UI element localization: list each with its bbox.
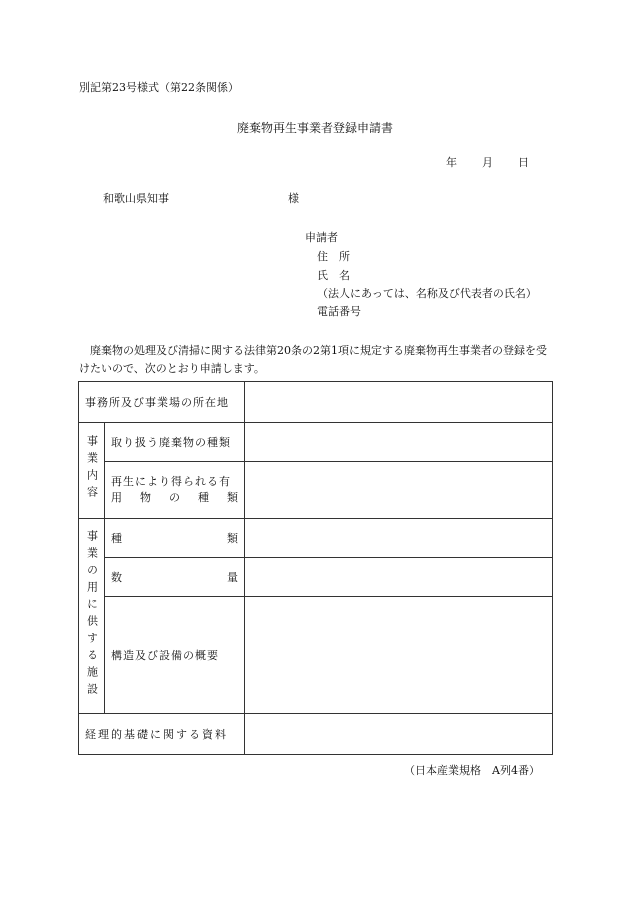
location-field[interactable] <box>245 382 553 423</box>
facility-quantity-field[interactable] <box>245 558 553 597</box>
facility-type-field[interactable] <box>245 519 553 558</box>
form-number: 別記第23号様式（第22条関係） <box>79 81 239 94</box>
applicant-label: 申請者 <box>305 231 338 244</box>
recycled-products-field[interactable] <box>245 462 553 519</box>
waste-types-label: 取り扱う廃棄物の種類 <box>105 423 245 462</box>
applicant-name-label: 氏 名 <box>317 269 350 282</box>
waste-types-field[interactable] <box>245 423 553 462</box>
date-day-label: 日 <box>518 156 529 169</box>
document-title: 廃棄物再生事業者登録申請書 <box>236 121 393 135</box>
financial-basis-label: 経理的基礎に関する資料 <box>79 714 245 755</box>
structure-label: 構造及び設備の概要 <box>105 597 245 714</box>
paper-size-note: （日本産業規格 A列4番） <box>404 764 540 777</box>
financial-basis-field[interactable] <box>245 714 553 755</box>
honorific: 様 <box>288 192 299 205</box>
application-statement: 廃棄物の処理及び清掃に関する法律第20条の2第1項に規定する廃棄物再生事業者の登録を受けたいので、次のとおり申請します。 <box>79 344 547 375</box>
business-content-group-label: 事業内容 <box>79 423 105 519</box>
facility-group-label: 事業の用に供する施設 <box>79 519 105 714</box>
applicant-address-label: 住 所 <box>317 250 350 263</box>
recycled-products-label <box>105 462 245 519</box>
location-label: 事務所及び事業場の所在地 <box>79 382 245 423</box>
structure-field[interactable] <box>245 597 553 714</box>
date-month-label: 月 <box>482 156 493 169</box>
addressee: 和歌山県知事 <box>103 192 169 205</box>
applicant-phone-label: 電話番号 <box>317 305 361 318</box>
date-year-label: 年 <box>446 156 457 169</box>
application-table <box>78 381 553 755</box>
recycled-products-label-line1: 再生により得られる有 <box>111 475 231 488</box>
applicant-name-note: （法人にあっては、名称及び代表者の氏名） <box>317 287 537 300</box>
facility-quantity-label: 数 量 <box>105 558 245 597</box>
recycled-products-label-line2: 用 物 の 種 類 <box>111 491 238 504</box>
facility-type-label: 種 類 <box>105 519 245 558</box>
